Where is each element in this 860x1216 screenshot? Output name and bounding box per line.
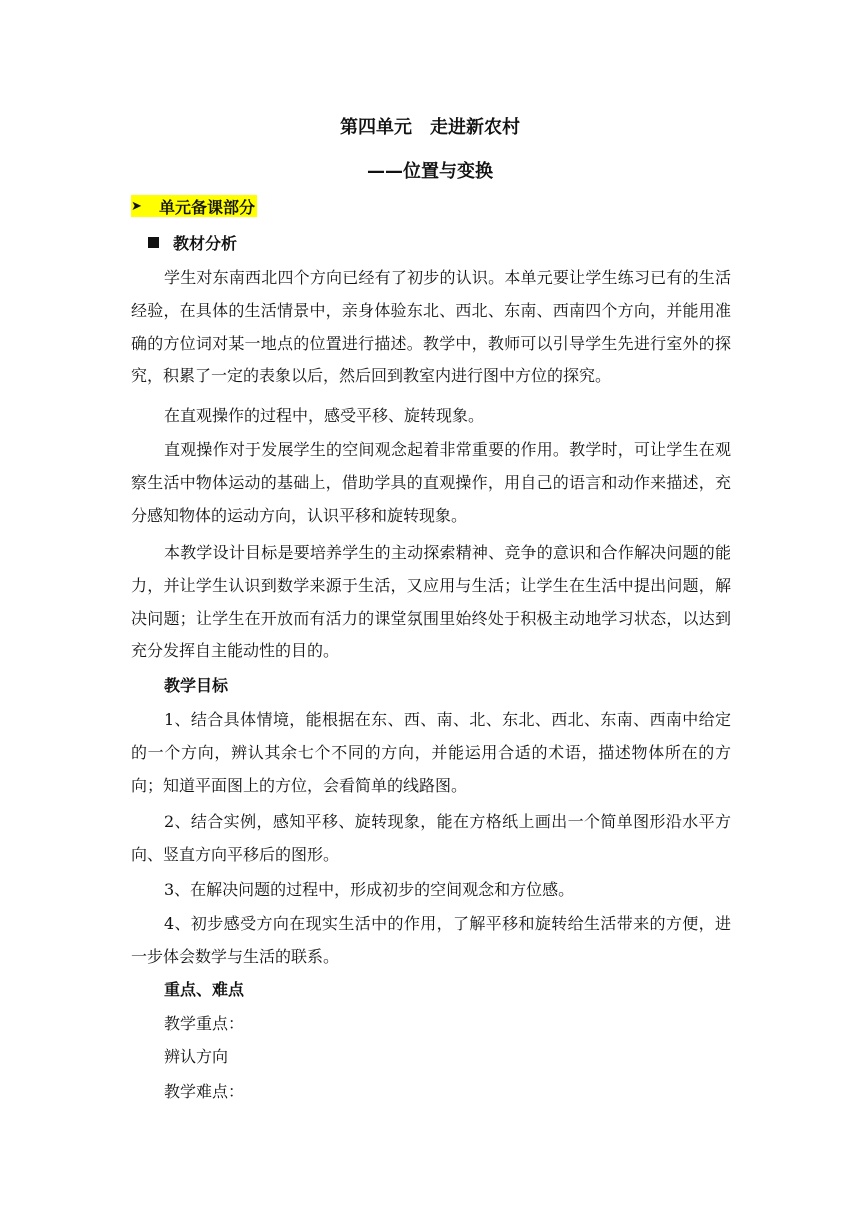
key-point-label: 教学重点： — [164, 1014, 245, 1033]
key-points-heading: 重点、难点 — [164, 980, 245, 999]
section-highlight — [131, 195, 257, 217]
goal-item: 1、结合具体情境，能根据在东、西、南、北、东北、西北、东南、西南中给定的一个方向，辨认其余七个不同的方向，并能运用合适的术语，描述物体所在的方向；知道平面图上的方位，会看简单的线路图。 — [131, 710, 731, 795]
goal-item: 4、初步感受方向在现实生活中的作用，了解平移和旋转给生活带来的方便，进一步体会数学与生活的联系。 — [131, 914, 731, 966]
goal-item: 2、结合实例，感知平移、旋转现象，能在方格纸上画出一个简单图形沿水平方向、竖直方向平移后的图形。 — [131, 812, 731, 864]
key-point-value: 辨认方向 — [164, 1047, 229, 1066]
analysis-paragraph: 本教学设计目标是要培养学生的主动探索精神、竞争的意识和合作解决问题的能力，并让学生认识到数学来源于生活，又应用与生活；让学生在生活中提出问题，解决问题；让学生在开放而有活力的课堂氛围里始终处于积极主动地学习状态，以达到充分发挥自主能动性的目的。 — [131, 543, 731, 661]
subsection-heading: 教材分析 — [173, 233, 238, 253]
difficulty-label: 教学难点： — [164, 1082, 245, 1101]
goal-item: 3、在解决问题的过程中，形成初步的空间观念和方位感。 — [164, 880, 575, 899]
section-heading: 单元备课部分 — [159, 197, 256, 217]
black-square-icon — [148, 237, 159, 248]
document-subtitle: ——位置与变换 — [367, 161, 493, 182]
analysis-paragraph: 直观操作对于发展学生的空间观念起着非常重要的作用。教学时，可让学生在观察生活中物体运动的基础上，借助学具的直观操作，用自己的语言和动作来描述，充分感知物体的运动方向，认识平移和旋转现象。 — [131, 440, 731, 525]
arrow-bullet-icon: ➤ — [131, 198, 142, 214]
analysis-paragraph: 在直观操作的过程中，感受平移、旋转现象。 — [164, 406, 485, 425]
section-heading-row — [131, 194, 257, 218]
goals-heading: 教学目标 — [164, 676, 229, 695]
subsection-heading-row — [148, 230, 237, 254]
analysis-paragraph: 学生对东南西北四个方向已经有了初步的认识。本单元要让学生练习已有的生活经验，在具体的生活情景中，亲身体验东北、西北、东南、西南四个方向，并能用准确的方位词对某一地点的位置进行描述。教学中，教师可以引导学生先进行室外的探究，积累了一定的表象以后，然后回到教室内进行图中方位的探究。 — [131, 268, 731, 386]
document-title: 第四单元 走进新农村 — [340, 117, 520, 138]
